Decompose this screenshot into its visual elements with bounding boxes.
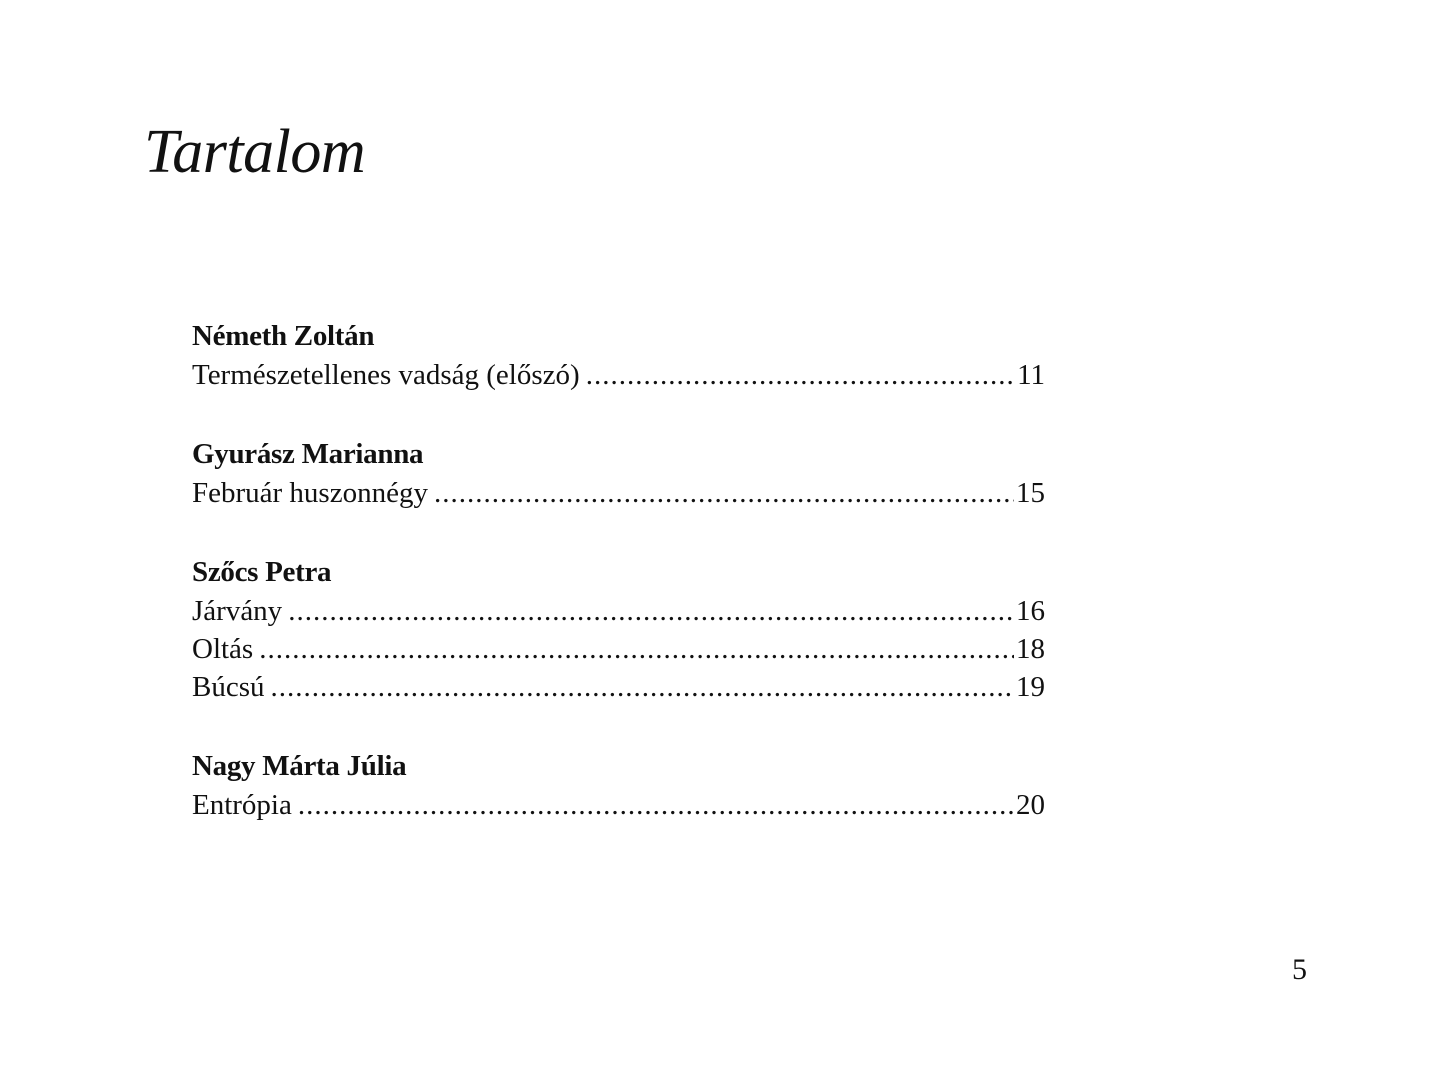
page-title: Tartalom (144, 118, 366, 186)
toc-entry[interactable] (192, 786, 1045, 824)
entry-page-number: 11 (1017, 359, 1045, 391)
entry-title: Oltás (192, 633, 254, 665)
toc-section-nagy-marta-julia (192, 746, 1045, 824)
entry-title: Búcsú (192, 671, 265, 703)
entry-title: Természetellenes vadság (előszó) (192, 359, 580, 391)
toc-entry[interactable] (192, 592, 1045, 630)
entry-page-number: 18 (1016, 633, 1045, 665)
dot-leader (586, 356, 1015, 394)
entry-title: Február huszonnégy (192, 477, 428, 509)
author-name: Szőcs Petra (192, 556, 332, 588)
dot-leader (271, 668, 1015, 706)
author-name: Németh Zoltán (192, 320, 375, 352)
author-name: Nagy Márta Júlia (192, 750, 407, 782)
dot-leader (288, 592, 1014, 630)
entry-page-number: 20 (1016, 789, 1045, 821)
dot-leader (434, 474, 1014, 512)
page-number: 5 (1292, 953, 1307, 986)
toc-entry[interactable] (192, 356, 1045, 394)
entry-page-number: 16 (1016, 595, 1045, 627)
table-of-contents (192, 316, 1045, 864)
author-name: Gyurász Marianna (192, 438, 424, 470)
toc-section-nemeth-zoltan (192, 316, 1045, 394)
dot-leader (259, 630, 1014, 668)
entry-title: Entrópia (192, 789, 292, 821)
dot-leader (298, 786, 1014, 824)
entry-page-number: 19 (1016, 671, 1045, 703)
entry-page-number: 15 (1016, 477, 1045, 509)
toc-section-gyurasz-marianna (192, 434, 1045, 512)
toc-entry[interactable] (192, 474, 1045, 512)
toc-section-szocs-petra (192, 552, 1045, 706)
entry-title: Járvány (192, 595, 283, 627)
toc-entry[interactable] (192, 630, 1045, 668)
toc-entry[interactable] (192, 668, 1045, 706)
